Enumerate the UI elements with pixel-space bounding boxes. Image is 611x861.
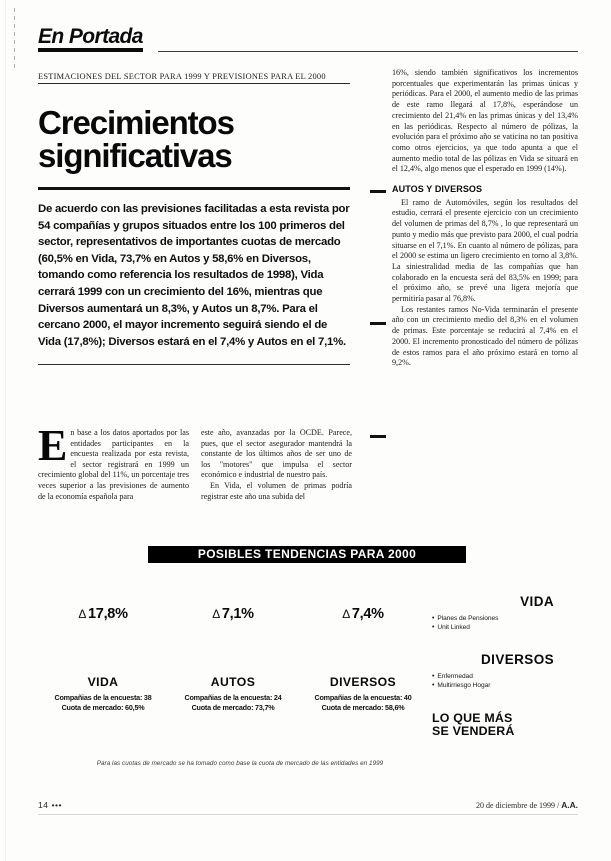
chart-footnote: Para las cuotas de mercado se ha tomado como base la cuota de mercado de las entidades en 1999 xyxy=(96,760,384,767)
chart-category-label: VIDA xyxy=(87,675,119,689)
chart-companies-label: Compañias de la encuesta: 24 xyxy=(184,693,282,702)
article-eyebrow: ESTIMACIONES DEL SECTOR PARA 1999 Y PREVISIONES PARA EL 2000 xyxy=(38,72,350,84)
page-number: 14 ••• xyxy=(38,800,62,810)
delta-triangle-icon: Δ xyxy=(342,607,350,621)
body-text: n base a los datos aportados por las entidades participantes en la encuesta realizada por esta revista, el sector registrará en 1999 un crecimiento global del 11%, un porcentaje tres veces superior a las previsiones de aumento de la economía española para xyxy=(38,428,189,501)
chart-category-label: AUTOS xyxy=(210,675,256,689)
side-panel-list-diversos xyxy=(432,673,582,690)
chart-value-label: 17,8% xyxy=(88,606,128,622)
list-item: • Unit Linked xyxy=(432,624,582,633)
chart-companies-label: Compañias de la encuesta: 40 xyxy=(314,693,412,702)
column-rule-mid xyxy=(370,322,386,325)
chart-value-label: 7,4% xyxy=(351,606,384,622)
masthead-rule xyxy=(158,51,578,52)
chart-category-vida xyxy=(38,675,168,712)
body-paragraph: Los restantes ramos No-Vida terminarán el presente año con un crecimiento medio del 8,3% en el volumen de primas. Este porcentaje se reducirá al 7,4% en el 2000. El incremento pronosticado del número de pólizas de estos ramos para el año próximo estará en torno al 9,2%. xyxy=(392,304,578,368)
body-paragraph xyxy=(38,421,189,502)
body-paragraph: 16%, siendo también significativos los incrementos porcentuales que experimentarán las primas únicas y periódicas. Para el 2000, el aumento medio de las primas de este ramo llegará al 17,8%, esperándose un crecimiento del 21,4% en las primas únicas y del 13,4% en las periódicas. Respecto al número de pólizas, la evolución para el próximo año se vaticina no tan positiva como otros ejercicios, ya que todo apunta a que el aumento medio total de las pólizas en Vida se situará en el 12,4%, algo menos que el esperado en 1999 (14%). xyxy=(392,68,578,174)
body-paragraph: este año, avanzadas por la OCDE. Parece, pues, que el sector asegurador mantendrá la constante de los últimos años de ser uno de los "motores" que impulsa el sector económico e industrial de nuestro país. xyxy=(201,428,352,480)
section-kicker: En Portada xyxy=(38,27,143,52)
column-rule-top xyxy=(370,190,386,193)
chart xyxy=(38,606,428,712)
side-panel-title-vida: VIDA xyxy=(520,594,554,609)
chart-value-diversos xyxy=(298,606,428,622)
page-title xyxy=(38,106,350,172)
list-item: • Enfermedad xyxy=(432,673,582,682)
standfirst-rule xyxy=(38,364,350,365)
chart-share-label: Cuota de mercado: 73,7% xyxy=(191,703,275,712)
body-column-2 xyxy=(201,428,352,502)
chart-category-row xyxy=(38,675,428,712)
headline-rule xyxy=(38,187,350,190)
headline-line-2: significativas xyxy=(38,137,232,174)
article-body-columns xyxy=(38,421,352,502)
section-subheading: AUTOS Y DIVERSOS xyxy=(392,184,483,195)
chart-category-diversos xyxy=(298,675,428,712)
chart-value-label: 7,1% xyxy=(221,606,254,622)
page-footer xyxy=(38,800,578,814)
side-panel-title-diversos: DIVERSOS xyxy=(481,652,554,668)
list-item: • Multirriesgo Hogar xyxy=(432,682,582,691)
side-footer-line-1: LO QUE MÁS xyxy=(432,711,513,726)
side-panel-footer xyxy=(432,712,582,738)
chart-value-row xyxy=(38,606,428,622)
scan-edge-line xyxy=(5,0,6,861)
headline-line-1: Crecimientos xyxy=(38,104,234,141)
chart-value-autos xyxy=(168,606,298,622)
drop-cap: E xyxy=(38,421,68,470)
infographic-banner-label: POSIBLES TENDENCIAS PARA 2000 xyxy=(197,547,417,561)
scan-edge-marks xyxy=(14,8,15,70)
footer-date xyxy=(476,800,578,810)
chart-value-vida xyxy=(38,606,168,622)
infographic-banner xyxy=(148,546,466,563)
chart-category-label: DIVERSOS xyxy=(329,675,397,689)
list-item: • Planes de Pensiones xyxy=(432,615,582,624)
body-paragraph: El ramo de Automóviles, según los resultados del estudio, cerrará el presente ejercicio con un crecimiento del volumen de primas del 8,7% , lo que representará un punto y medio más que previsto para 2000, el cual podría situarse en el 7,1%. En cuanto al número de pólizas, para el 2000 se estima un ligero crecimiento en torno al 3,8%. La siniestralidad media de las compañías que han colaborado en la encuesta será del 83,5% en 1999; para el próximo año, se prevé una ligera mejoría que permitiría pasar al 76,8%. xyxy=(392,197,578,304)
chart-category-autos xyxy=(168,675,298,712)
article-standfirst: De acuerdo con las previsiones facilitadas a esta revista por 54 compañías y grupos situados entre los 100 primeros del sector, representativos de importantes cuotas de mercado (60,5% en Vida, 73,7% en Autos y 58,6% en Diversos, tomando como referencia los resultados de 1998), Vida cerrará 1999 con un crecimiento del 16%, mientras que Diversos aumentará un 8,3%, y Autos un 8,7%. Para el cercano 2000, el mayor incremento seguirá siendo el de Vida (17,8%); Diversos estará en el 7,4% y Autos en el 7,1%. xyxy=(38,203,350,348)
masthead xyxy=(38,27,578,53)
article-lead xyxy=(38,72,350,365)
body-paragraph: En Vida, el volumen de primas podría registrar este año una subida del xyxy=(201,480,352,501)
chart-companies-label: Compañias de la encuesta: 38 xyxy=(54,693,152,702)
footer-rule xyxy=(38,814,578,815)
infographic xyxy=(38,546,578,786)
article-right-column xyxy=(392,68,578,369)
body-column-1 xyxy=(38,421,189,502)
infographic-side-panel xyxy=(432,594,582,738)
delta-triangle-icon: Δ xyxy=(78,607,87,621)
chart-share-label: Cuota de mercado: 58,6% xyxy=(321,703,405,712)
side-footer-line-2: SE VENDERÁ xyxy=(432,724,515,739)
column-rule-bottom xyxy=(370,435,386,438)
publication-mark: A.A. xyxy=(561,800,578,810)
footer-date-text: 20 de diciembre de 1999 / xyxy=(475,801,562,810)
side-panel-list-vida xyxy=(432,615,582,632)
delta-triangle-icon: Δ xyxy=(212,607,220,621)
chart-share-label: Cuota de mercado: 60,5% xyxy=(61,703,145,712)
